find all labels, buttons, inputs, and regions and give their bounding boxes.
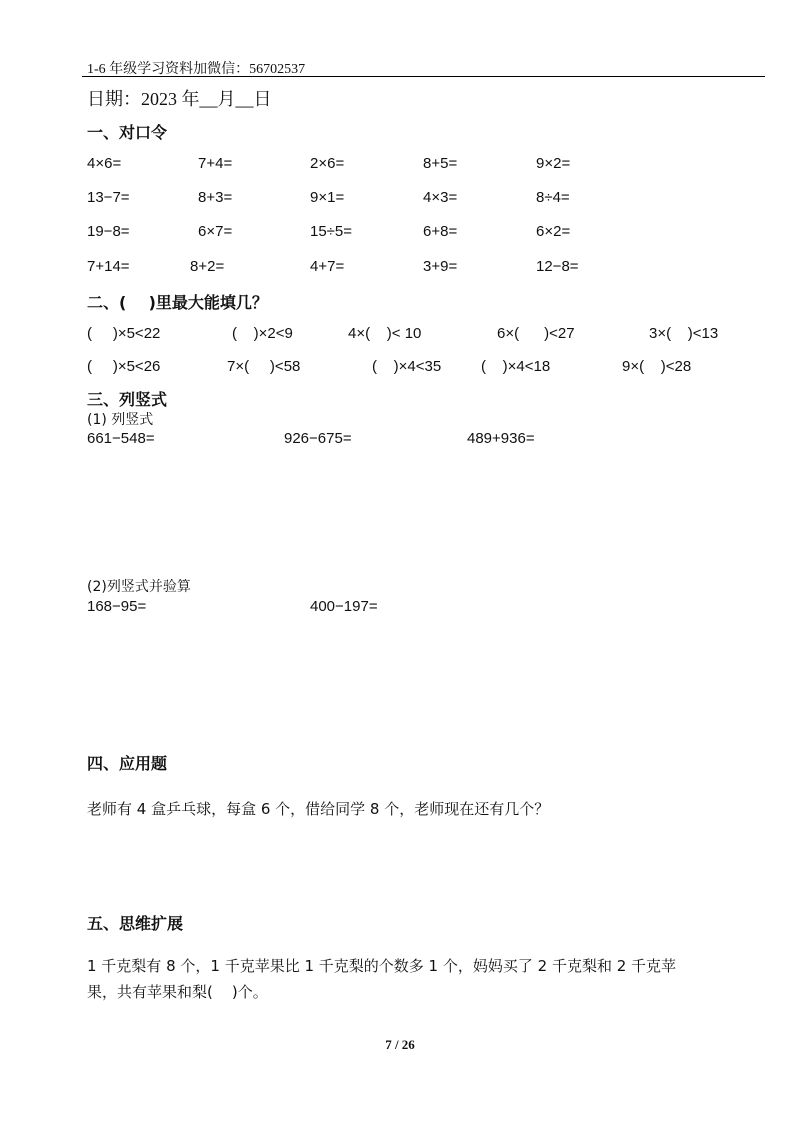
header-divider — [82, 76, 765, 77]
oral-item: 12−8= — [536, 258, 579, 275]
vertical-item: 926−675= — [284, 430, 352, 447]
fill-item: 3×( )<13 — [649, 325, 719, 342]
fill-item: ( )×5<26 — [87, 358, 161, 375]
subsection-title: (1) 列竖式 — [87, 412, 154, 428]
oral-item: 8+3= — [198, 189, 233, 206]
oral-item: 8+2= — [190, 258, 225, 275]
oral-item: 4×3= — [423, 189, 458, 206]
section-title-oral: 一、对口令 — [87, 123, 168, 142]
oral-item: 3+9= — [423, 258, 458, 275]
thinking-question-line: 1 千克梨有 8 个，1 千克苹果比 1 千克梨的个数多 1 个，妈妈买了 2 千克梨和 2 千克苹 — [87, 957, 677, 975]
oral-item: 9×2= — [536, 155, 571, 172]
vertical-row — [0, 598, 800, 620]
oral-item: 4+7= — [310, 258, 345, 275]
oral-item: 9×1= — [310, 189, 345, 206]
fill-item: 6×( )<27 — [497, 325, 575, 342]
oral-row — [0, 258, 800, 280]
section-title-vertical: 三、列竖式 — [87, 390, 168, 409]
application-question: 老师有 4 盒乒乓球，每盒 6 个，借给同学 8 个，老师现在还有几个？ — [87, 800, 550, 818]
fill-item: 9×( )<28 — [622, 358, 692, 375]
fill-item: 7×( )<58 — [227, 358, 301, 375]
oral-item: 13−7= — [87, 189, 130, 206]
oral-item: 8+5= — [423, 155, 458, 172]
date-line: 日期：2023 年__月__日 — [87, 89, 272, 109]
thinking-question-line: 果，共有苹果和梨( )个。 — [87, 983, 268, 1001]
vertical-item: 400−197= — [310, 598, 378, 615]
oral-row — [0, 223, 800, 245]
oral-item: 4×6= — [87, 155, 122, 172]
oral-item: 8÷4= — [536, 189, 570, 206]
oral-item: 6+8= — [423, 223, 458, 240]
fill-item: ( )×2<9 — [232, 325, 293, 342]
fill-item: 4×( )< 10 — [348, 325, 422, 342]
vertical-item: 661−548= — [87, 430, 155, 447]
fill-row — [0, 325, 800, 347]
page-number: 7 / 26 — [385, 1037, 415, 1052]
vertical-row — [0, 430, 800, 452]
section-title-application: 四、应用题 — [87, 754, 168, 773]
oral-item: 7+14= — [87, 258, 130, 275]
fill-item: ( )×4<18 — [481, 358, 551, 375]
vertical-item: 168−95= — [87, 598, 147, 615]
oral-item: 7+4= — [198, 155, 233, 172]
page-header: 1-6 年级学习资料加微信：56702537 — [87, 62, 306, 77]
oral-row — [0, 189, 800, 211]
section-title-thinking: 五、思维扩展 — [87, 914, 184, 933]
oral-item: 19−8= — [87, 223, 130, 240]
oral-item: 15÷5= — [310, 223, 353, 240]
fill-item: ( )×4<35 — [372, 358, 442, 375]
vertical-item: 489+936= — [467, 430, 535, 447]
section-title-fill: 二、( )里最大能填几？ — [87, 293, 268, 312]
fill-row — [0, 358, 800, 380]
oral-item: 2×6= — [310, 155, 345, 172]
fill-item: ( )×5<22 — [87, 325, 161, 342]
oral-item: 6×2= — [536, 223, 571, 240]
oral-row — [0, 155, 800, 177]
subsection-title: (2)列竖式并验算 — [87, 579, 191, 595]
oral-item: 6×7= — [198, 223, 233, 240]
